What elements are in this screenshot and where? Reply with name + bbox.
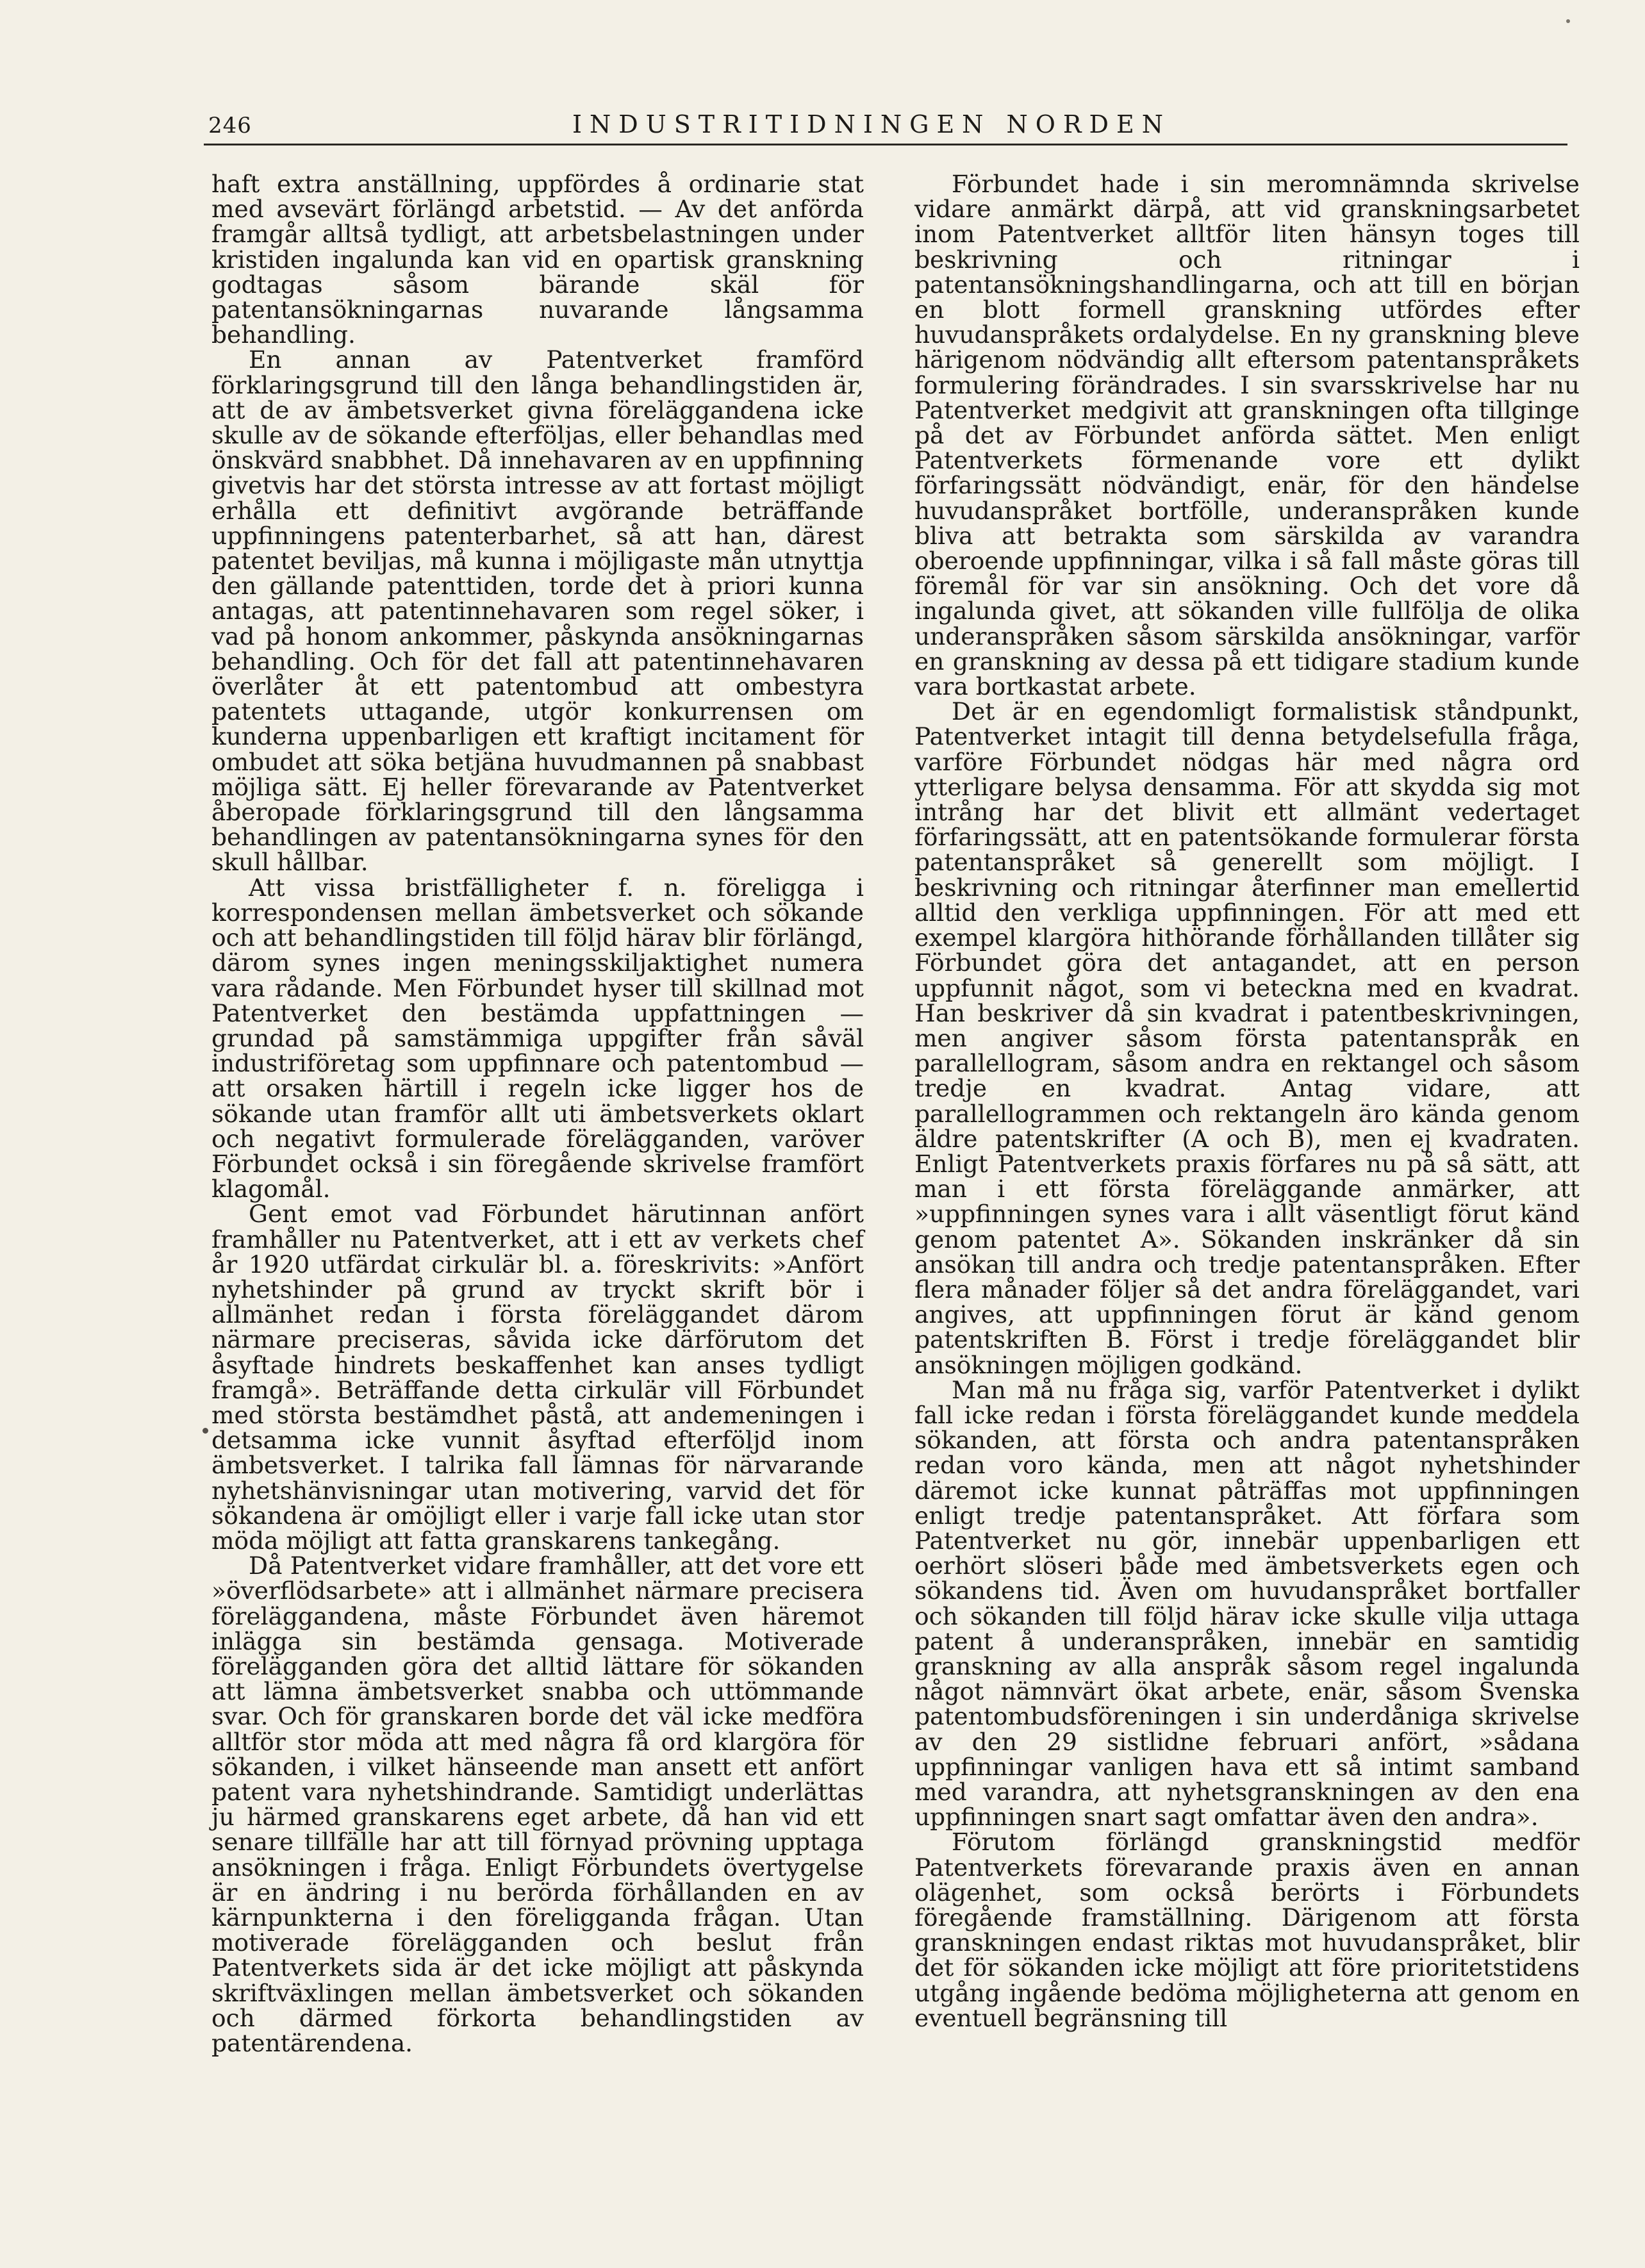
paragraph: En annan av Patentverket framförd förklaringsgrund till den långa behandlingstiden är, att de av ämbetsverket givna föreläggandena icke skulle av de sökande efterföljas, eller behandlas med önskvärd snabbhet. Då innehavaren av en uppfinning givetvis har det största intresse av att fortast möjligt erhålla ett definitivt avgörande beträffande uppfinningens patenterbarhet, så att han, därest patentet beviljas, må kunna i möjligaste mån utnyttja den gällande patenttiden, torde det à priori kunna antagas, att patentinnehavaren som regel söker, i vad på honom ankommer, påskynda ansökningarnas behandling. Och för det fall att patentinnehavaren överlåter åt ett patentombud att ombestyra patentets uttagande, utgör konkurrensen om kunderna uppenbarligen ett kraftigt incitament för ombudet att söka betjäna huvudmannen på snabbast möjliga sätt. Ej heller förevarande av Patentverket åberopade förklaringsgrund till den långsamma behandlingen av patentansökningarna synes för den skull hållbar. (211, 345, 864, 877)
paragraph: Det är en egendomligt formalistisk ståndpunkt, Patentverket intagit till denna betydelsefulla fråga, varföre Förbundet nödgas här med några ord ytterligare belysa densamma. För att skydda sig mot intrång har det blivit ett allmänt vedertaget förfaringssätt, att en patentsökande formulerar första patentanspråket så generellt som möjligt. I beskrivning och ritningar återfinner man emellertid alltid den verkliga uppfinningen. För att med ett exempel klargöra hithörande förhållanden tillåter sig Förbundet göra det antagandet, att en person uppfunnit något, som vi beteckna med en kvadrat. Han beskriver då sin kvadrat i patentbeskrivningen, men angiver såsom första patentanspråk en parallellogram, såsom andra en rektangel och såsom tredje en kvadrat. Antag vidare, att parallellogrammen och rektangeln äro kända genom äldre patentskrifter (A och B), men ej kvadraten. Enligt Patentverkets praxis förfares nu på så sätt, att man i ett första föreläggande anmärker, att »uppfinningen synes vara i allt väsentligt förut känd genom patentet A». Sökanden inskränker då sin ansökan till andra och tredje patentanspråken. Efter flera månader följer så det andra föreläggandet, vari angives, att uppfinningen förut är känd genom patentskriften B. Först i tredje föreläggandet blir ansökningen möjligen godkänd. (914, 697, 1580, 1379)
left-column (211, 172, 864, 2056)
paragraph: Att vissa bristfälligheter f. n. föreligga i korrespondensen mellan ämbetsverket och sökande och att behandlingstiden till följd härav blir förlängd, därom synes ingen meningsskiljaktighet numera vara rådande. Men Förbundet hyser till skillnad mot Patentverket den bestämda uppfattningen — grundad på samstämmiga uppgifter från såväl industriföretag som uppfinnare och patentombud — att orsaken härtill i regeln icke ligger hos de sökande utan framför allt uti ämbetsverkets oklart och negativt formulerade förelägganden, varöver Förbundet också i sin föregående skrivelse framfört klagomål. (211, 873, 864, 1204)
page-header (192, 108, 1570, 146)
speck (1566, 19, 1570, 23)
paragraph: haft extra anställning, uppfördes å ordinarie stat med avsevärt förlängd arbetstid. — Av det anförda framgår alltså tydligt, att arbetsbelastningen under kristiden ingalunda kan vid en opartisk granskning godtagas såsom bärande skäl för patentansökningarnas nuvarande långsamma behandling. (211, 170, 864, 349)
running-title: INDUSTRITIDNINGEN NORDEN (572, 110, 1171, 138)
page-number: 246 (208, 113, 252, 138)
paragraph: Man må nu fråga sig, varför Patentverket i dylikt fall icke redan i första föreläggandet kunde meddela sökanden, att första och andra patentanspråken redan voro kända, men att något nyhetshinder däremot icke kunnat påträffas mot uppfinningen enligt tredje patentanspråket. Att förfara som Patentverket nu gör, innebär uppenbarligen ett oerhört slöseri både med ämbetsverkets egen och sökandens tid. Även om huvudanspråket bortfaller och sökanden till följd härav icke skulle vilja uttaga patent å underanspråken, innebär en samtidig granskning av alla anspråk såsom regel ingalunda något nämnvärt ökat arbete, enär, såsom Svenska patentombudsföreningen i sin underdåniga skrivelse av den 29 sistlidne februari anfört, »sådana uppfinningar vanligen hava ett så intimt samband med varandra, att nyhetsgranskningen av den ena uppfinningen snart sagt omfattar även den andra». (914, 1375, 1580, 1832)
paragraph: Förbundet hade i sin meromnämnda skrivelse vidare anmärkt därpå, att vid granskningsarbetet inom Patentverket alltför liten hänsyn toges till beskrivning och ritningar i patentansökningshandlingarna, och att till en början en blott formell granskning utfördes efter huvudanspråkets ordalydelse. En ny granskning bleve härigenom nödvändig allt eftersom patentanspråkets formulering förändrades. I sin svarsskrivelse har nu Patentverket medgivit att granskningen ofta tillginge på det av Förbundet anförda sättet. Men enligt Patentverkets förmenande vore ett dylikt förfaringssätt nödvändigt, enär, för den händelse huvudanspråket bortfölle, underanspråken kunde bliva att betrakta som särskilda av varandra oberoende uppfinningar, vilka i så fall måste göras till föremål för var sin ansökning. Och det vore då ingalunda givet, att sökanden ville fullfölja de olika underanspråken såsom särskilda ansökningar, varför en granskning av dessa på ett tidigare stadium kunde vara bortkastat arbete. (914, 170, 1580, 701)
paragraph: Förutom förlängd granskningstid medför Patentverkets förevarande praxis även en annan olägenhet, som också berörts i Förbundets föregående framställning. Därigenom att första granskningen endast riktas mot huvudanspråket, blir det för sökanden icke möjligt att före prioritetstidens utgång ingående bedöma möjligheterna att genom en eventuell begränsning till (914, 1828, 1580, 2032)
header-rule (204, 144, 1567, 145)
paragraph: Då Patentverket vidare framhåller, att det vore ett »överflödsarbete» att i allmänhet närmare precisera föreläggandena, måste Förbundet även häremot inlägga sin bestämda gensaga. Motiverade förelägganden göra det alltid lättare för sökanden att lämna ämbetsverket snabba och uttömmande svar. Och för granskaren borde det väl icke medföra alltför stor möda att med några få ord klargöra för sökanden, i vilket hänseende man ansett ett anfört patent vara nyhetshindrande. Samtidigt underlättas ju härmed granskarens eget arbete, då han vid ett senare tillfälle har att till förnyad prövning upptaga ansökningen i fråga. Enligt Förbundets övertygelse är en ändring i nu berörda förhållanden en av kärnpunkterna i den föreligganda frågan. Utan motiverade förelägganden och beslut från Patentverkets sida är det icke möjligt att påskynda skriftväxlingen mellan ämbetsverket och sökanden och därmed förkorta behandlingstiden av patentärendena. (211, 1552, 864, 2058)
paragraph: Gent emot vad Förbundet härutinnan anfört framhåller nu Patentverket, att i ett av verkets chef år 1920 utfärdat cirkulär bl. a. föreskrivits: »Anfört nyhetshinder på grund av tryckt skrift bör i allmänhet redan i första föreläggandet därom närmare preciseras, såvida icke därförutom det åsyftade hindrets beskaffenhet kan anses tydligt framgå». Beträffande detta cirkulär vill Förbundet med största bestämdhet påstå, att andemeningen i detsamma icke vunnit åsyftad efterföljd inom ämbetsverket. I talrika fall lämnas för närvarande nyhetshänvisningar utan motivering, varvid det för sökandena är omöjligt eller i varje fall icke utan stor möda möjligt att fatta granskarens tankegång. (211, 1200, 864, 1555)
margin-mark (203, 1428, 208, 1434)
right-column (914, 172, 1580, 2031)
